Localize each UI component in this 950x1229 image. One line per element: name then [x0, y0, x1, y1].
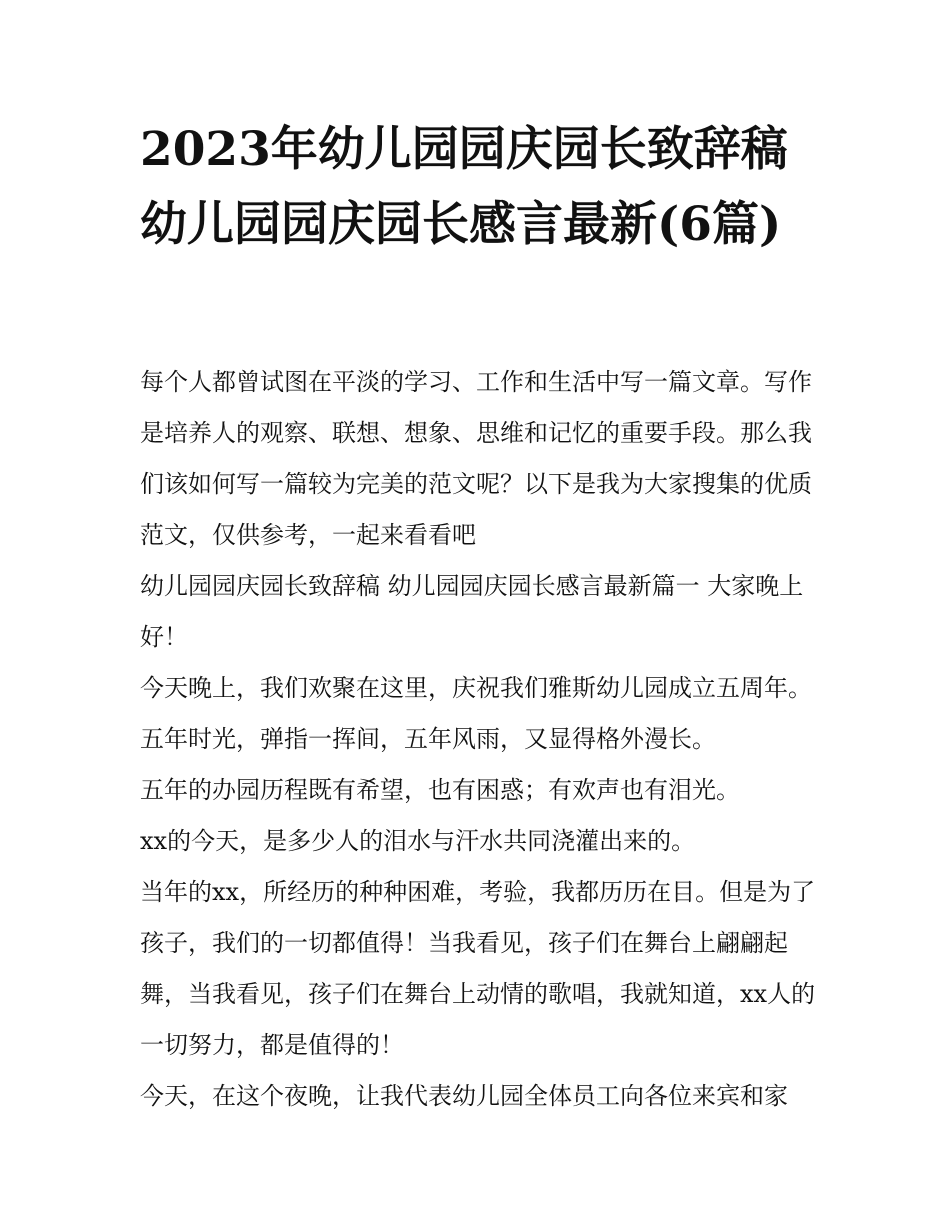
paragraph-thanks: 今天，在这个夜晚，让我代表幼儿园全体员工向各位来宾和家: [140, 1082, 788, 1110]
document-title: 2023年幼儿园园庆园长致辞稿 幼儿园园庆园长感言最新(6篇): [140, 122, 788, 252]
paragraph-intro: 每个人都曾试图在平淡的学习、工作和生活中写一篇文章。写作是培养人的观察、联想、想象、思维和记忆的重要手段。那么我们该如何写一篇较为完美的范文呢？以下是我为大家搜集的优质范文，仅供参考，一起来看看吧: [140, 368, 812, 549]
paragraph-history: 五年的办园历程既有希望，也有困惑；有欢声也有泪光。: [140, 776, 740, 804]
paragraph-today: xx的今天，是多少人的泪水与汗水共同浇灌出来的。: [140, 827, 696, 855]
document-body: [140, 357, 818, 1122]
paragraph-greeting: 幼儿园园庆园长致辞稿 幼儿园园庆园长感言最新篇一 大家晚上好！: [140, 572, 804, 651]
paragraph-celebration: 今天晚上，我们欢聚在这里，庆祝我们雅斯幼儿园成立五周年。五年时光，弹指一挥间，五年风雨，又显得格外漫长。: [140, 674, 812, 753]
paragraph-memories: 当年的xx，所经历的种种困难，考验，我都历历在目。但是为了孩子，我们的一切都值得！当我看见，孩子们在舞台上翩翩起舞，当我看见，孩子们在舞台上动情的歌唱，我就知道，xx人的一切努力，都是值得的！: [140, 878, 816, 1059]
